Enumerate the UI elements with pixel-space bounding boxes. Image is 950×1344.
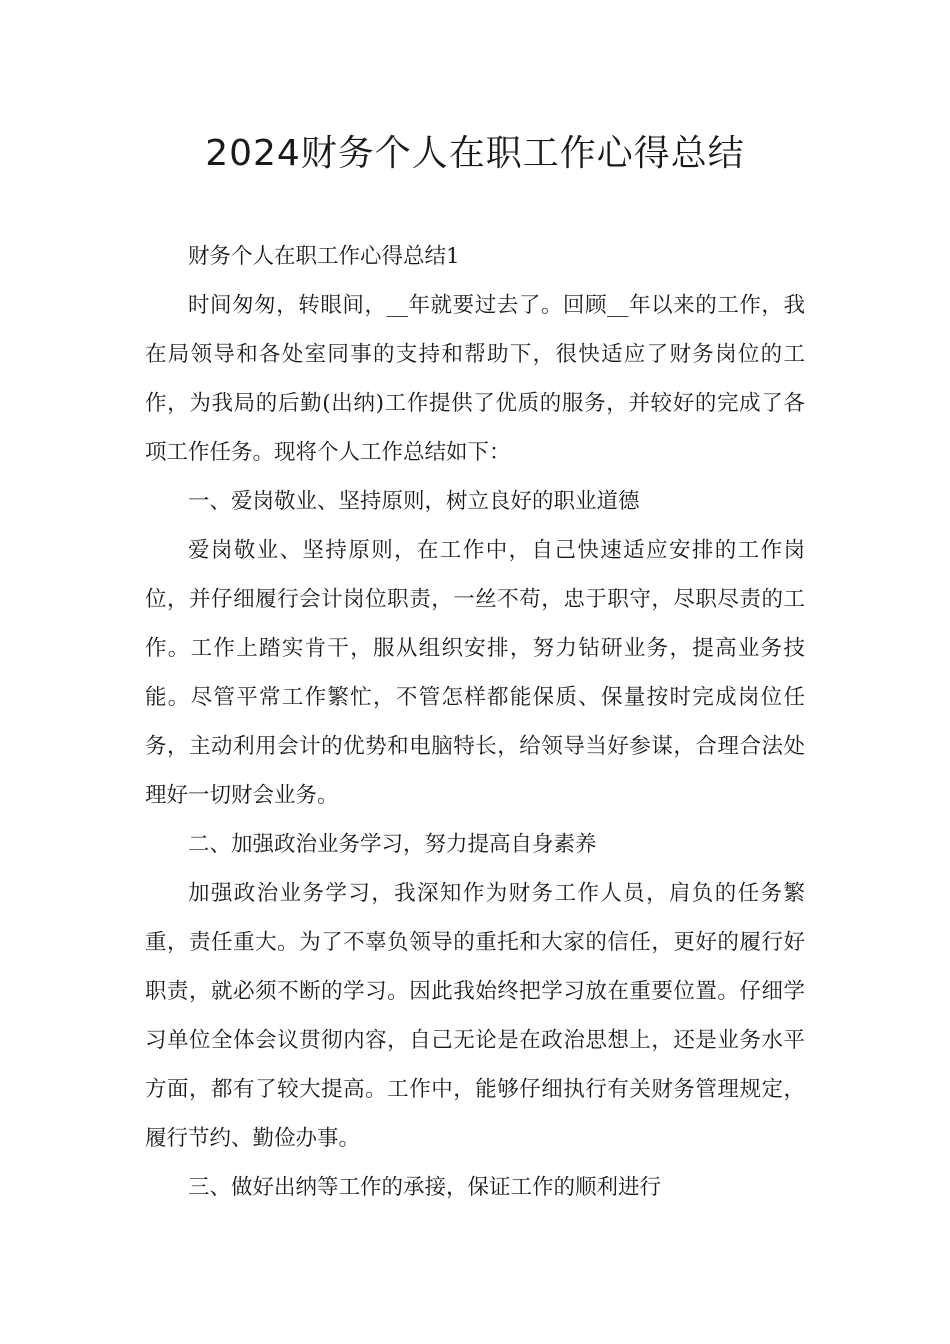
- heading-section-3: 三、做好出纳等工作的承接，保证工作的顺利进行: [188, 1175, 662, 1200]
- body-paragraph-1: 爱岗敬业、坚持原则，在工作中，自己快速适应安排的工作岗位，并仔细履行会计岗位职责，一丝不苟，忠于职守，尽职尽责的工作。工作上踏实肯干，服从组织安排，努力钻研业务，提高业务技能。尽管平常工作繁忙，不管怎样都能保质、保量按时完成岗位任务，主动利用会计的优势和电脑特长，给领导当好参谋，合理合法处理好一切财会业务。: [145, 538, 805, 808]
- document-body: [145, 232, 805, 1212]
- heading-section-2: 二、加强政治业务学习，努力提高自身素养: [188, 832, 597, 857]
- heading-section-1: 一、爱岗敬业、坚持原则，树立良好的职业道德: [188, 489, 640, 514]
- body-paragraph-2: 加强政治业务学习，我深知作为财务工作人员，肩负的任务繁重，责任重大。为了不辜负领导的重托和大家的信任，更好的履行好职责，就必须不断的学习。因此我始终把学习放在重要位置。仔细学习单位全体会议贯彻内容，自己无论是在政治思想上，还是业务水平方面，都有了较大提高。工作中，能够仔细执行有关财务管理规定，履行节约、勤俭办事。: [145, 881, 805, 1151]
- section-subtitle: 财务个人在职工作心得总结1: [188, 244, 460, 269]
- document-title: 2024财务个人在职工作心得总结: [205, 133, 745, 174]
- intro-paragraph: 时间匆匆，转眼间，__年就要过去了。回顾__年以来的工作，我在局领导和各处室同事的支持和帮助下，很快适应了财务岗位的工作，为我局的后勤(出纳)工作提供了优质的服务，并较好的完成了各项工作任务。现将个人工作总结如下：: [145, 293, 805, 465]
